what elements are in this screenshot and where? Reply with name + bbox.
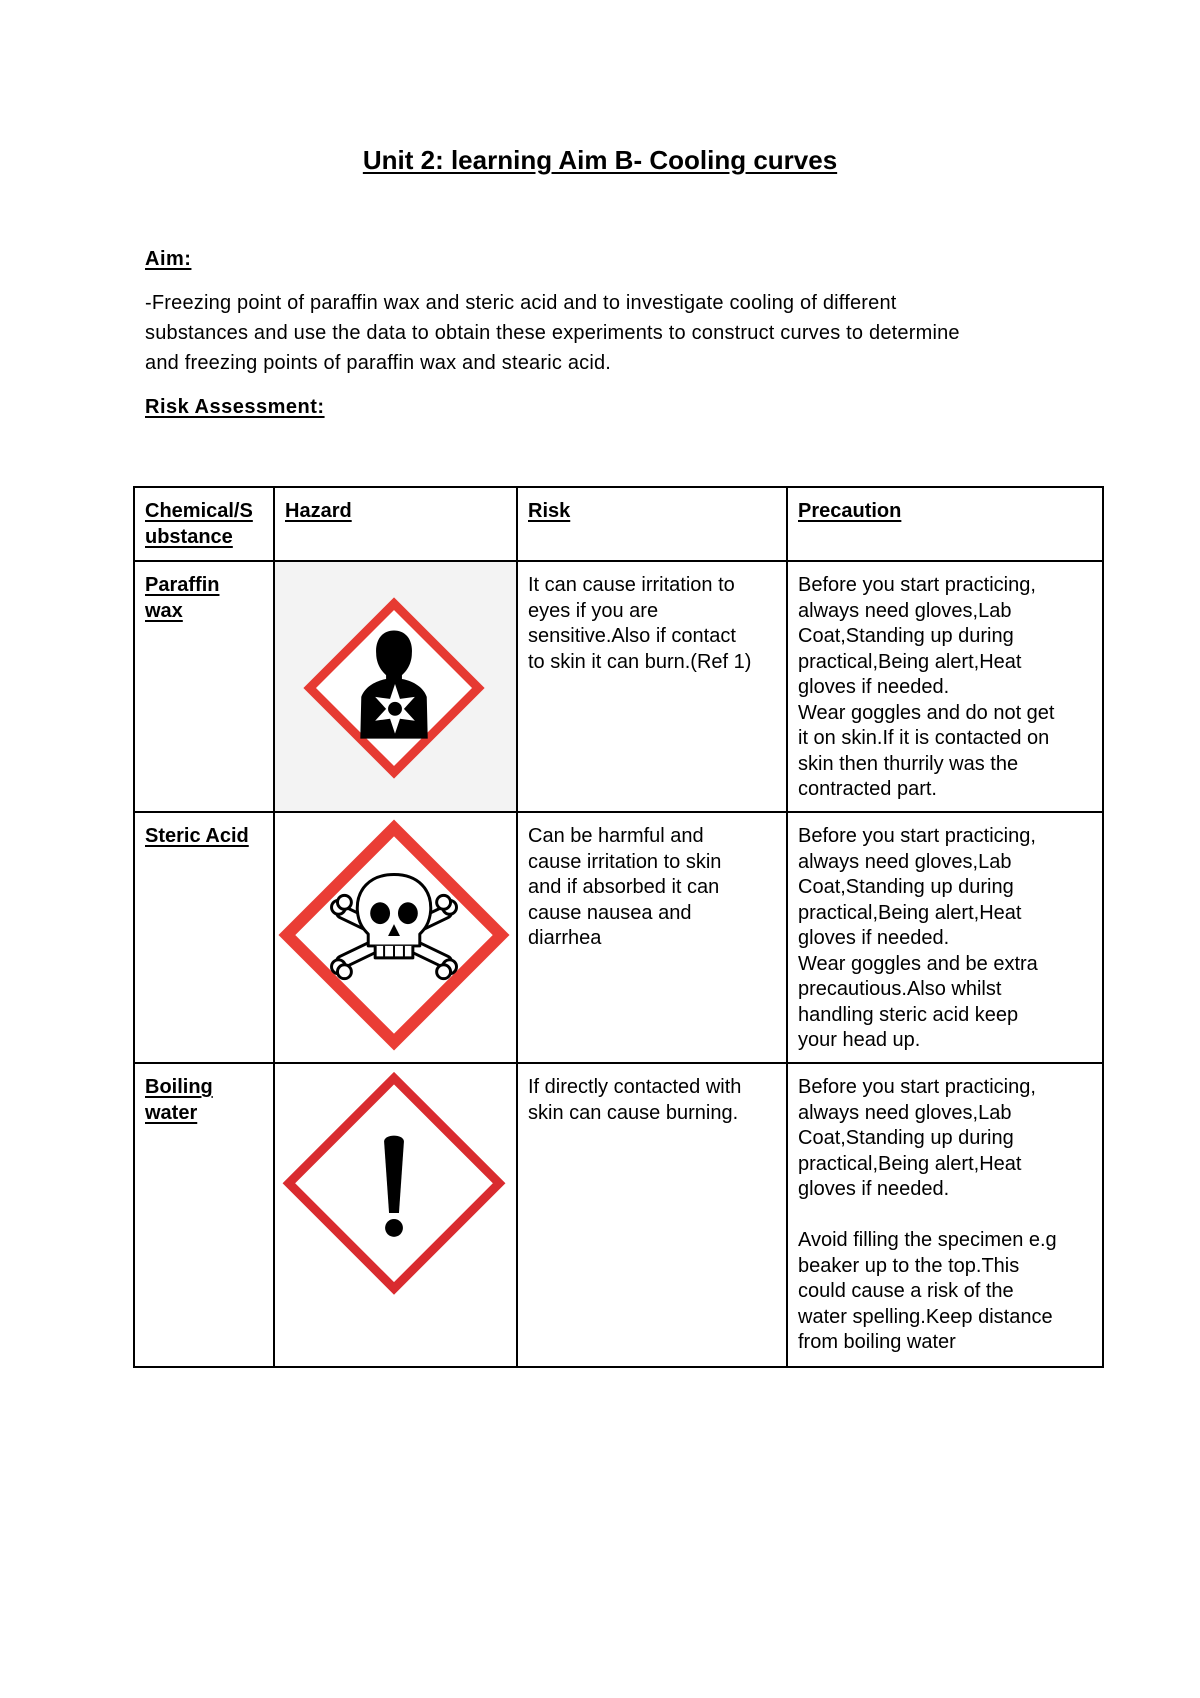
precaution-text-line: Before you start practicing,	[798, 825, 1036, 847]
substance-name: Steric Acid	[145, 825, 249, 847]
precaution-text-line: handling steric acid keep	[798, 1003, 1019, 1026]
precaution-text-line: Before you start practicing,	[798, 574, 1036, 596]
substance-name: water	[145, 1101, 198, 1124]
precaution-text-line: contracted part.	[798, 778, 937, 800]
precaution-text-line: gloves if needed.	[798, 676, 950, 698]
risk-text-line: sensitive.Also if contact	[528, 625, 736, 647]
header-risk	[517, 487, 787, 561]
risk-text-line: to skin it can burn.(Ref 1)	[528, 650, 752, 673]
skull-crossbones-icon	[275, 813, 516, 1062]
precaution-text-line: always need gloves,Lab	[798, 1101, 1012, 1124]
risk-text-line: cause irritation to skin	[528, 850, 722, 873]
header-precaution-label: Precaution	[798, 500, 902, 522]
table-row	[134, 1063, 1103, 1367]
precaution-text-line: Wear goggles and be extra	[798, 952, 1038, 975]
precaution-text-line: from boiling water	[798, 1331, 956, 1353]
header-substance	[134, 487, 274, 561]
precaution-text-line: Before you start practicing,	[798, 1076, 1036, 1098]
aim-line: -Freezing point of paraffin wax and steric acid and to investigate cooling of different	[145, 292, 897, 314]
table-row	[134, 561, 1103, 812]
substance-cell	[134, 561, 274, 812]
precaution-cell	[787, 561, 1103, 812]
precaution-text-line: water spelling.Keep distance	[798, 1305, 1053, 1328]
aim-line: and freezing points of paraffin wax and stearic acid.	[145, 352, 612, 374]
paragraph-gap	[798, 1203, 1094, 1229]
risk-cell	[517, 561, 787, 812]
hazard-cell	[274, 561, 517, 812]
aim-heading: Aim:	[145, 248, 192, 270]
health-hazard-icon	[275, 562, 516, 811]
risk-text-line: skin can cause burning.	[528, 1101, 739, 1124]
risk-text-line: If directly contacted with	[528, 1076, 742, 1098]
precaution-text-line: your head up.	[798, 1029, 921, 1051]
precaution-text-line: precautious.Also whilst	[798, 978, 1002, 1000]
precaution-text-line: always need gloves,Lab	[798, 599, 1012, 622]
hazard-cell	[274, 1063, 517, 1367]
substance-name: Paraffin	[145, 574, 220, 596]
risk-text-line: eyes if you are	[528, 599, 659, 622]
risk-text-line: cause nausea and	[528, 901, 692, 924]
risk-cell	[517, 1063, 787, 1367]
header-precaution	[787, 487, 1103, 561]
risk-text-line: It can cause irritation to	[528, 574, 735, 596]
precaution-text-line: could cause a risk of the	[798, 1280, 1014, 1302]
aim-line: substances and use the data to obtain these experiments to construct curves to determine	[145, 322, 960, 344]
substance-cell	[134, 812, 274, 1063]
precaution-cell	[787, 812, 1103, 1063]
risk-cell	[517, 812, 787, 1063]
header-hazard-label: Hazard	[285, 500, 352, 522]
precaution-text-line: gloves if needed.	[798, 927, 950, 949]
substance-name: wax	[145, 599, 183, 622]
header-risk-label: Risk	[528, 500, 571, 522]
precaution-text-line: practical,Being alert,Heat	[798, 1152, 1022, 1175]
precaution-text-line: practical,Being alert,Heat	[798, 901, 1022, 924]
page-title: Unit 2: learning Aim B- Cooling curves	[362, 145, 838, 175]
substance-name: Boiling	[145, 1076, 213, 1098]
aim-paragraph	[145, 288, 1045, 378]
precaution-text-line: practical,Being alert,Heat	[798, 650, 1022, 673]
precaution-text-line: Coat,Standing up during	[798, 876, 1014, 898]
risk-text-line: diarrhea	[528, 927, 602, 949]
precaution-text-line: beaker up to the top.This	[798, 1254, 1020, 1277]
exclamation-mark-icon	[275, 1064, 516, 1366]
precaution-text-line: Coat,Standing up during	[798, 1127, 1014, 1149]
precaution-text-line: Wear goggles and do not get	[798, 701, 1055, 724]
hazard-cell	[274, 812, 517, 1063]
precaution-text-line: always need gloves,Lab	[798, 850, 1012, 873]
precaution-text-line: gloves if needed.	[798, 1178, 950, 1200]
risk-text-line: Can be harmful and	[528, 825, 704, 847]
header-substance-line: ubstance	[145, 525, 233, 548]
substance-cell	[134, 1063, 274, 1367]
risk-assessment-heading: Risk Assessment:	[145, 396, 325, 418]
header-substance-line: Chemical/S	[145, 500, 253, 522]
precaution-cell	[787, 1063, 1103, 1367]
table-row	[134, 812, 1103, 1063]
precaution-text-line: it on skin.If it is contacted on	[798, 727, 1050, 749]
risk-assessment-table	[133, 486, 1104, 1368]
table-header-row	[134, 487, 1103, 561]
precaution-text-line: Avoid filling the specimen e.g	[798, 1229, 1057, 1251]
precaution-text-line: skin then thurrily was the	[798, 752, 1019, 775]
precaution-text-line: Coat,Standing up during	[798, 625, 1014, 647]
risk-text-line: and if absorbed it can	[528, 876, 720, 898]
header-hazard	[274, 487, 517, 561]
